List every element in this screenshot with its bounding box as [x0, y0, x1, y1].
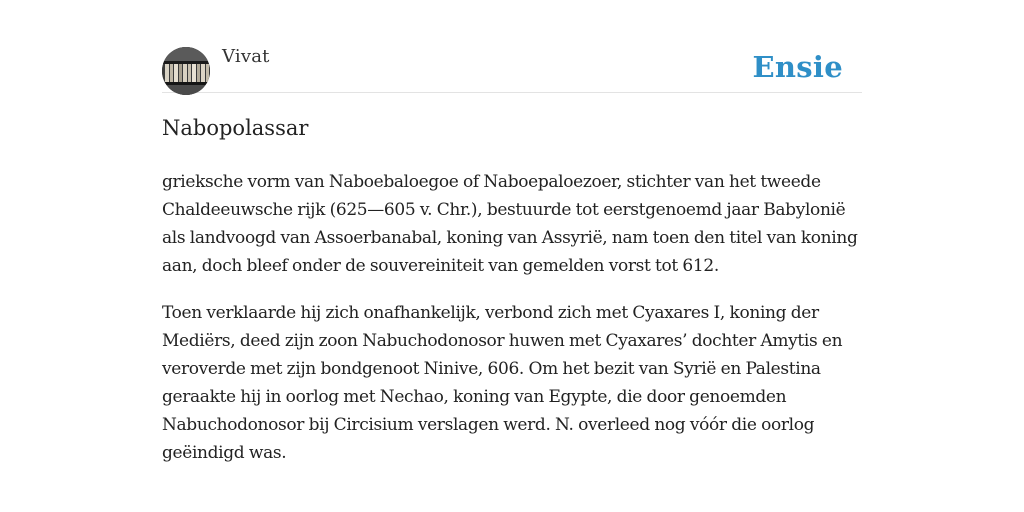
article-container: [162, 0, 862, 463]
header: [162, 0, 862, 93]
author-name[interactable]: Vivat: [222, 46, 270, 67]
paragraph: Toen verklaarde hij zich onafhankelijk, verbond zich met Cyaxares I, koning der Mediërs, deed zijn zoon Nabuchodonosor huwen met Cyaxares’ dochter Amytis en veroverde met zijn bondgenoot Ninive, 606. Om het bezit van Syrië en Palestina geraakte hij in oorlog met Nechao, koning van Egypte, die door genoemden Nabuchodonosor bij Circisium verslagen werd. N. overleed nog vóór die oorlog geëindigd was.: [162, 303, 843, 463]
article-body: [162, 168, 862, 486]
brand-logo[interactable]: Ensie: [752, 50, 843, 84]
bookshelf-avatar-icon: [162, 47, 210, 95]
avatar[interactable]: [162, 47, 210, 95]
paragraph: grieksche vorm van Naboebaloegoe of Naboepaloezoer, stichter van het tweede Chaldeeuwsche rijk (625—605 v. Chr.), bestuurde tot eerstgenoemd jaar Babylonië als landvoogd van Assoerbanabal, koning van Assyrië, nam toen den titel van koning aan, doch bleef onder de souvereiniteit van gemelden vorst tot 612.: [162, 172, 858, 276]
page-title: Nabopolassar: [162, 116, 309, 140]
